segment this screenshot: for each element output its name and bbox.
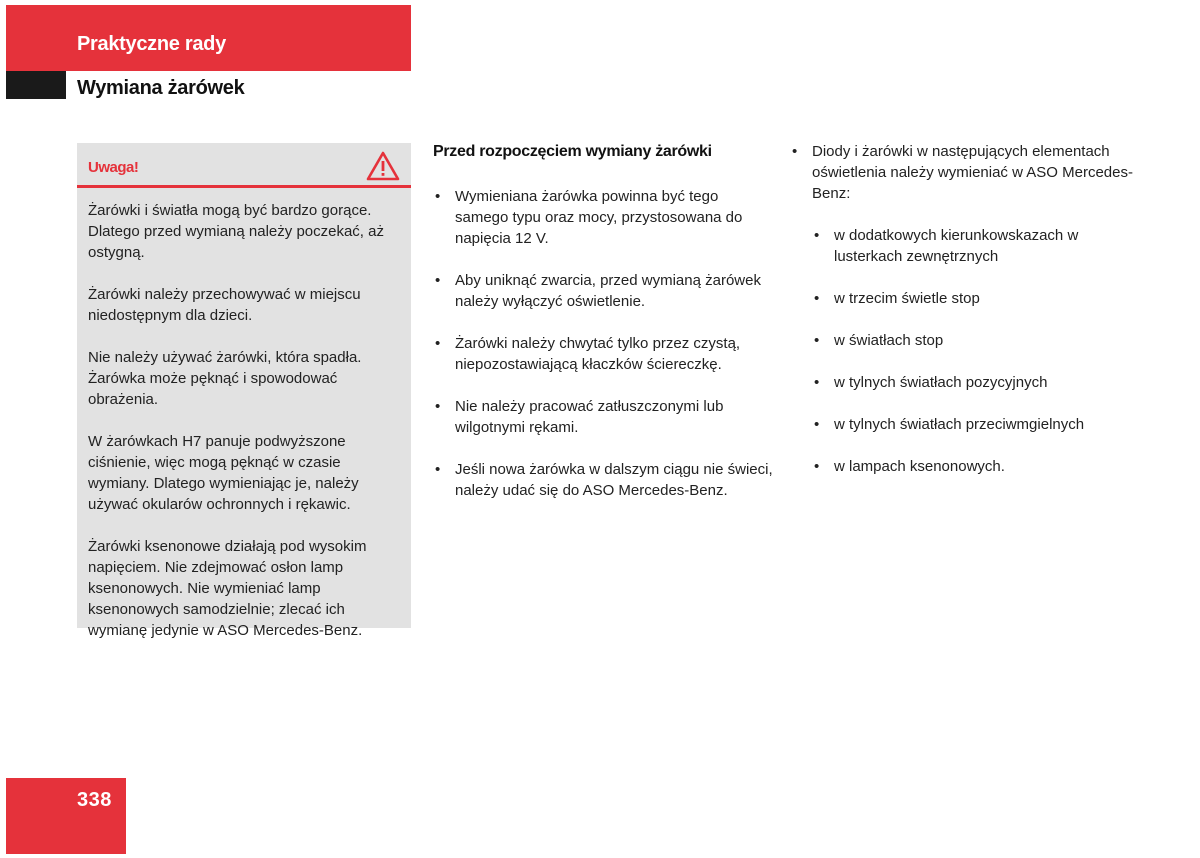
sub-list-item	[812, 225, 1150, 267]
warning-paragraph: Żarówki ksenonowe działają pod wysokim napięciem. Nie zdejmować osłon lamp ksenonowych. Nie wymieniać lamp ksenonowych samodzielnie; zlecać ich wymianę jedynie w ASO Mercedes-Benz.	[88, 538, 367, 639]
sub-list-item	[812, 414, 1150, 435]
warning-label: Uwaga!	[88, 159, 139, 176]
list-item	[433, 186, 773, 249]
bullet: •	[435, 188, 441, 205]
workshop-sublist	[812, 225, 1150, 477]
sub-list-item-text: w trzecim świetle stop	[834, 290, 980, 307]
list-item-text: Diody i żarówki w następujących elementach oświetlenia należy wymieniać w ASO Mercedes-Benz:	[812, 143, 1133, 202]
page-number: 338	[77, 789, 112, 811]
workshop-list	[790, 141, 1150, 477]
warning-body	[88, 200, 400, 662]
sub-list-item	[812, 456, 1150, 477]
sub-list-item	[812, 372, 1150, 393]
right-column	[790, 141, 1150, 498]
list-item	[433, 459, 773, 501]
bullet: •	[814, 416, 820, 433]
bullet: •	[435, 398, 441, 415]
list-item-text: Wymieniana żarówka powinna być tego samego typu oraz mocy, przystosowana do napięcia 12 V.	[455, 188, 743, 247]
bullet: •	[435, 272, 441, 289]
middle-column-heading: Przed rozpoczęciem wymiany żarówki	[433, 143, 712, 160]
sub-list-item-text: w tylnych światłach pozycyjnych	[834, 374, 1048, 391]
sub-list-item-text: w tylnych światłach przeciwmgielnych	[834, 416, 1085, 433]
section-title: Praktyczne rady	[77, 33, 226, 55]
bullet: •	[814, 290, 820, 307]
warning-paragraph: Żarówki należy przechowywać w miejscu niedostępnym dla dzieci.	[88, 286, 361, 324]
page-number-box	[6, 778, 126, 854]
warning-header	[77, 143, 411, 186]
warning-triangle-icon	[366, 151, 400, 181]
warning-divider	[77, 185, 411, 188]
sub-list-item	[812, 288, 1150, 309]
sub-list-item-text: w lampach ksenonowych.	[834, 458, 1005, 475]
list-item	[790, 141, 1150, 477]
precautions-list	[433, 186, 773, 501]
bullet: •	[814, 374, 820, 391]
warning-paragraph: W żarówkach H7 panuje podwyższone ciśnienie, więc mogą pęknąć w czasie wymiany. Dlatego wymieniając je, należy używać okularów ochronnych i rękawic.	[88, 433, 359, 513]
middle-column	[433, 141, 773, 522]
warning-paragraph: Nie należy używać żarówki, która spadła. Żarówka może pęknąć i spowodować obrażenia.	[88, 349, 362, 408]
list-item	[433, 270, 773, 312]
heading-marker-bar	[6, 71, 66, 99]
page-heading: Wymiana żarówek	[77, 77, 245, 99]
bullet: •	[435, 461, 441, 478]
list-item-text: Jeśli nowa żarówka w dalszym ciągu nie świeci, należy udać się do ASO Mercedes-Benz.	[455, 461, 773, 499]
list-item-text: Aby uniknąć zwarcia, przed wymianą żarówek należy wyłączyć oświetlenie.	[455, 272, 761, 310]
sub-list-item-text: w dodatkowych kierunkowskazach w lusterkach zewnętrznych	[834, 227, 1079, 265]
bullet: •	[814, 227, 820, 244]
sub-list-item	[812, 330, 1150, 351]
warning-box	[77, 143, 411, 639]
list-item-text: Żarówki należy chwytać tylko przez czystą, niepozostawiającą kłaczków ściereczkę.	[455, 335, 741, 373]
bullet: •	[435, 335, 441, 352]
list-item	[433, 333, 773, 375]
sub-list-item-text: w światłach stop	[834, 332, 944, 349]
list-item-text: Nie należy pracować zatłuszczonymi lub wilgotnymi rękami.	[455, 398, 724, 436]
bullet: •	[792, 143, 798, 160]
list-item	[433, 396, 773, 438]
warning-paragraph: Żarówki i światła mogą być bardzo gorące. Dlatego przed wymianą należy poczekać, aż ostygną.	[88, 202, 384, 261]
bullet: •	[814, 332, 820, 349]
bullet: •	[814, 458, 820, 475]
